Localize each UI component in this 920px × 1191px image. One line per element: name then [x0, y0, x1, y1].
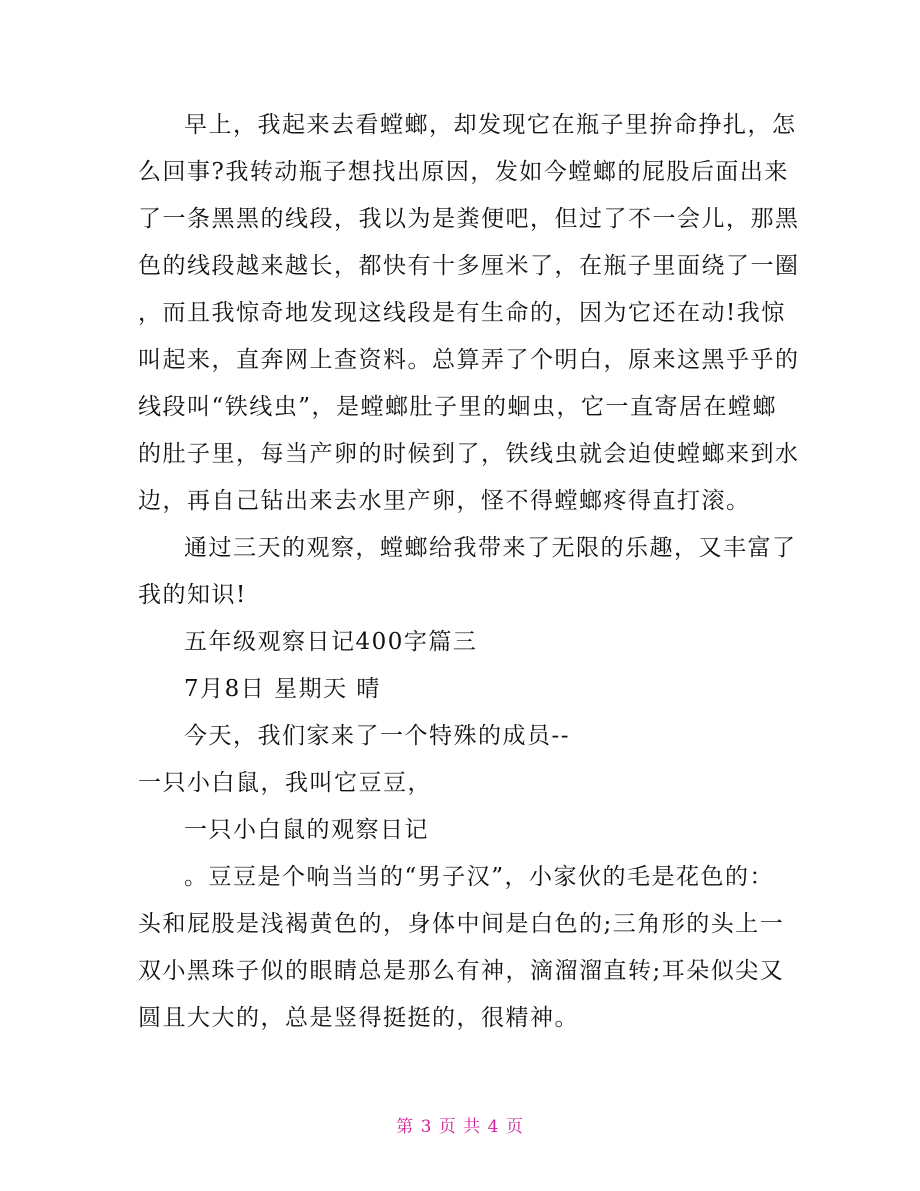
diary-subtitle: 一只小白鼠的观察日记 [184, 817, 429, 843]
text-line: ，而且我惊奇地发现这线段是有生命的，因为它还在动!我惊 [138, 300, 786, 326]
text-line: 早上，我起来去看螳螂，却发现它在瓶子里拚命挣扎，怎 [184, 112, 797, 138]
section-heading: 五年级观察日记400字篇三 [184, 629, 478, 655]
diary-date: 7月8日 星期天 晴 [184, 676, 381, 702]
text-line: 了一条黑黑的线段，我以为是粪便吧，但过了不一会儿，那黑 [138, 206, 800, 232]
text-line: 么回事?我转动瓶子想找出原因，发如今螳螂的屁股后面出来 [138, 159, 789, 185]
text-line: 双小黑珠子似的眼睛总是那么有神，滴溜溜直转;耳朵似尖又 [138, 958, 785, 984]
paragraph-conclusion [138, 525, 797, 619]
text-line: 色的线段越来越长，都快有十多厘米了，在瓶子里面绕了一圈 [138, 253, 800, 279]
intro-line: 一只小白鼠，我叫它豆豆， [138, 770, 432, 796]
text-line: 线段叫“铁线虫”，是螳螂肚子里的蛔虫，它一直寄居在螳螂 [138, 394, 778, 420]
paragraph-mouse-description [138, 854, 790, 1042]
text-line: 的肚子里，每当产卵的时候到了，铁线虫就会迫使螳螂来到水 [138, 441, 800, 467]
text-line: 头和屁股是浅褐黄色的，身体中间是白色的;三角形的头上一 [138, 911, 785, 937]
paragraph-mantis-worm [138, 102, 800, 525]
text-line: 边，再自己钻出来去水里产卵，怪不得螳螂疼得直打滚。 [138, 488, 751, 514]
document-body [138, 102, 800, 1042]
text-line: 我的知识! [138, 582, 247, 608]
text-line: 叫起来，直奔网上查资料。总算弄了个明白，原来这黑乎乎的 [138, 347, 800, 373]
text-line: 通过三天的观察，螳螂给我带来了无限的乐趣，又丰富了 [184, 535, 797, 561]
text-line: 圆且大大的，总是竖得挺挺的，很精神。 [138, 1005, 579, 1031]
page-number-footer: 第 3 页 共 4 页 [396, 1117, 524, 1137]
intro-line: 今天，我们家来了一个特殊的成员-- [184, 723, 571, 749]
text-line: 。豆豆是个响当当的“男子汉”，小家伙的毛是花色的： [184, 864, 775, 890]
